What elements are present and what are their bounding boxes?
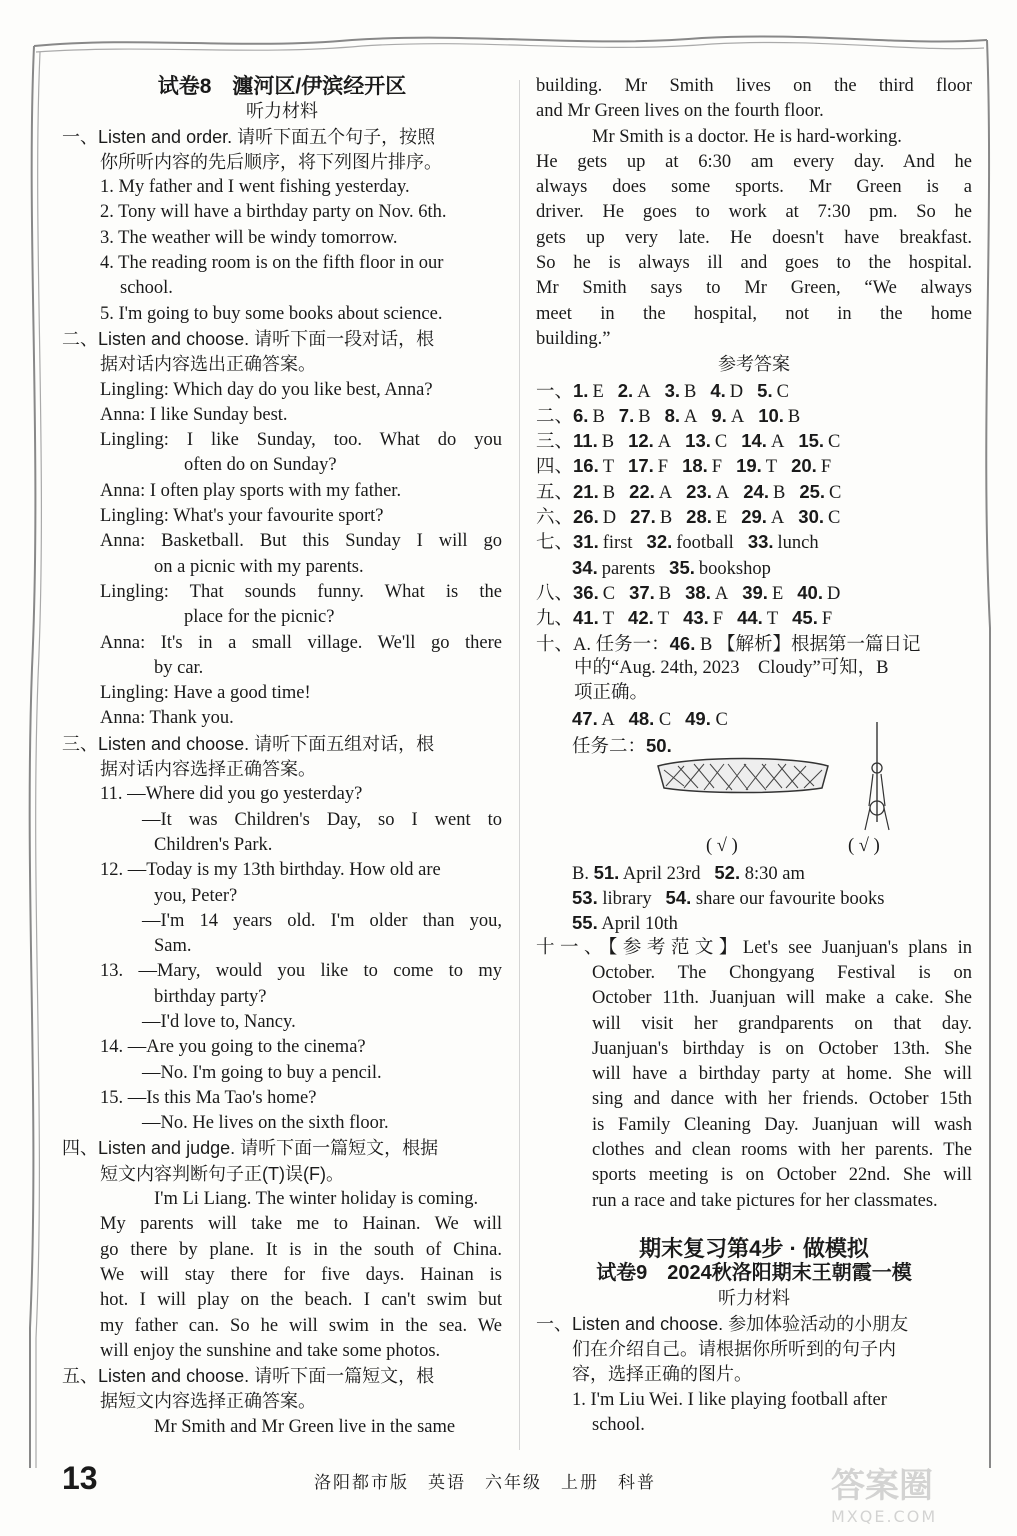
q53-number: 53.	[572, 887, 598, 909]
answer-row	[536, 605, 972, 630]
text-line: hot. I will play on the beach. I can't swim but	[100, 1290, 502, 1311]
question-number: 14.	[741, 430, 767, 452]
answer-value: D	[826, 583, 841, 604]
answer-value: C	[828, 508, 841, 529]
q54-answer: share our favourite books	[695, 889, 885, 910]
task2-label: 任务二：	[572, 736, 647, 757]
answer-value: C	[829, 482, 842, 503]
q49-number: 49.	[685, 708, 711, 730]
answer-value: A	[637, 381, 651, 402]
text-line: 5. I'm going to buy some books about science.	[100, 303, 443, 324]
exam9-q1-line3: 容，选择正确的图片。	[572, 1364, 752, 1385]
answer-value: F	[820, 457, 832, 478]
answer-row	[536, 479, 972, 504]
question-number: 41.	[573, 607, 599, 629]
answer-value: A	[658, 482, 673, 503]
answer-value: B	[659, 508, 673, 529]
question-number: 16.	[573, 455, 599, 477]
answer-value: T	[602, 457, 615, 478]
text-line: Mr Smith says to Mr Green, “We always	[536, 278, 972, 299]
question-number: 9.	[711, 404, 727, 426]
question-number: 45.	[792, 607, 818, 629]
text-line: birthday party?	[154, 986, 267, 1007]
text-line: Lingling: I like Sunday, too. What do you	[100, 430, 502, 451]
answer-value: B	[601, 432, 615, 453]
question-number: 7.	[618, 404, 635, 426]
text-line: always does some sports. Mr Green is a	[536, 177, 972, 198]
answer-value: A	[770, 508, 785, 529]
answer-value: C	[714, 432, 728, 453]
question-number: 26.	[573, 506, 599, 528]
text-line: Lingling: That sounds funny. What is the	[100, 581, 502, 602]
stadium-sketch-icon	[654, 752, 832, 796]
q53-answer: library	[602, 889, 652, 910]
text-line: often do on Sunday?	[184, 455, 337, 476]
q52-answer: 8:30 am	[744, 863, 805, 884]
column-divider	[519, 80, 520, 1450]
answer-key	[536, 378, 972, 631]
footer-book-info: 洛阳都市版 英语 六年级 上册 科普	[314, 1473, 656, 1492]
watermark-text: 答案圈	[831, 1466, 933, 1506]
text-line: 2. Tony will have a birthday party on Nov. 6th.	[100, 202, 447, 223]
answer-value: T	[602, 609, 615, 630]
q47-number: 47.	[572, 708, 598, 730]
question-number: 42.	[628, 607, 654, 629]
question-number: 12.	[628, 430, 654, 452]
text-line: 短文内容判断句子正(T)误(F)。	[100, 1163, 344, 1184]
text-line: place for the picnic?	[184, 607, 335, 628]
question-number: 28.	[686, 506, 712, 528]
answer-row	[536, 428, 972, 453]
section-number: 七、	[536, 533, 574, 554]
question-number: 8.	[664, 404, 681, 426]
essay-line: October. The Chongyang Festival is on	[592, 962, 972, 983]
text-line: 四、Listen and judge. 请听下面一篇短文，根据	[62, 1138, 439, 1159]
question-number: 29.	[741, 506, 767, 528]
question-number: 25.	[799, 480, 826, 502]
watermark-logo	[831, 1458, 1001, 1528]
tv-tower-sketch-icon	[862, 722, 892, 832]
text-line: So he is always ill and goes to the hospital.	[536, 253, 972, 274]
exam9-listening-heading: 听力材料	[718, 1288, 790, 1309]
text-line: 14. —Are you going to the cinema?	[100, 1037, 366, 1058]
question-number: 34.	[572, 556, 598, 578]
essay-line: will visit her grandparents on that day.	[592, 1013, 972, 1034]
answer-value: lunch	[777, 533, 819, 554]
text-line: I'm Li Liang. The winter holiday is coming.	[154, 1189, 479, 1210]
question-number: 19.	[736, 455, 762, 477]
answer-row	[536, 529, 972, 554]
question-number: 21.	[573, 480, 599, 502]
text-line: 听力材料	[246, 101, 318, 122]
question-number: 30.	[798, 506, 825, 528]
q48-answer: C	[658, 710, 672, 731]
question-number: 38.	[685, 581, 711, 603]
text-line: Lingling: What's your favourite sport?	[100, 506, 384, 527]
answer-row	[536, 453, 972, 478]
question-number: 39.	[742, 581, 768, 603]
part-b-label: B.	[572, 863, 589, 884]
answer-value: C	[776, 381, 789, 402]
text-line: 二、Listen and choose. 请听下面一段对话，根	[62, 328, 435, 349]
ten-analysis-line3: 项正确。	[574, 683, 649, 704]
text-line: gets up very late. He doesn't have breakfast.	[536, 227, 972, 248]
page-number: 13	[62, 1460, 98, 1496]
section-number: 三、	[536, 432, 574, 453]
text-line: will enjoy the sunshine and take some photos.	[100, 1340, 441, 1361]
answer-row	[536, 555, 972, 580]
essay-line: will have a birthday party at home. She will	[592, 1064, 972, 1085]
text-line: 试卷8 瀍河区/伊滨经开区	[157, 75, 407, 98]
text-line: 一、Listen and order. 请听下面五个句子，按照	[62, 126, 436, 147]
answer-value: T	[766, 609, 779, 630]
ten-prefix: 十、A. 任务一：	[536, 634, 670, 655]
q48-number: 48.	[628, 708, 655, 730]
text-line: —No. I'm going to buy a pencil.	[142, 1062, 382, 1083]
section-number: 一、	[536, 381, 574, 402]
text-line: on a picnic with my parents.	[154, 556, 364, 577]
answer-value: football	[676, 533, 734, 554]
q55-number: 55.	[572, 912, 598, 934]
answer-value: F	[821, 609, 833, 630]
question-number: 35.	[669, 556, 695, 578]
q54-number: 54.	[665, 887, 692, 909]
question-number: 36.	[573, 581, 599, 603]
text-line: Anna: It's in a small village. We'll go there	[100, 632, 502, 653]
question-number: 15.	[798, 430, 825, 452]
answer-value: bookshop	[698, 558, 771, 579]
answer-value: A	[657, 432, 672, 453]
text-line: 据短文内容选择正确答案。	[100, 1391, 316, 1412]
left-column	[62, 74, 502, 1440]
answer-value: parents	[601, 558, 656, 579]
text-line: 4. The reading room is on the fifth floor in our	[100, 253, 444, 274]
passage-continuation	[536, 74, 972, 378]
section-number: 九、	[536, 609, 574, 630]
question-number: 17.	[628, 455, 654, 477]
question-number: 1.	[573, 379, 589, 401]
text-line: 3. The weather will be windy tomorrow.	[100, 227, 398, 248]
answer-value: D	[729, 381, 744, 402]
answer-value: F	[711, 457, 723, 478]
text-line: 12. —Today is my 13th birthday. How old are	[100, 860, 441, 881]
text-line: 参考答案	[718, 354, 790, 375]
answer-value: B	[684, 381, 697, 402]
answer-row	[536, 504, 972, 529]
essay-line: run a race and take pictures for her classmates.	[592, 1190, 938, 1211]
text-line: He gets up at 6:30 am every day. And he	[536, 151, 972, 172]
text-line: —I'm 14 years old. I'm older than you,	[142, 910, 502, 931]
q52-number: 52.	[714, 861, 741, 883]
text-line: —No. He lives on the sixth floor.	[142, 1113, 389, 1134]
q51-answer: April 23rd	[622, 863, 701, 884]
exam9-q1-line1: 一、Listen and choose. 参加体验活动的小朋友	[536, 1313, 909, 1334]
section-number: 五、	[536, 482, 574, 503]
question-number: 24.	[743, 480, 769, 502]
answer-value: F	[712, 609, 724, 630]
text-line: Anna: I often play sports with my father.	[100, 480, 402, 501]
text-line: Lingling: Have a good time!	[100, 683, 311, 704]
answer-value: A	[684, 406, 698, 427]
text-line: Mr Smith and Mr Green live in the same	[154, 1416, 456, 1437]
ten-analysis-line2: 中的“Aug. 24th, 2023 Cloudy”可知，B	[574, 657, 889, 678]
question-number: 4.	[710, 379, 726, 401]
answer-value: D	[602, 508, 617, 529]
question-number: 43.	[683, 607, 709, 629]
text-line: Sam.	[154, 936, 192, 957]
section-ten	[536, 631, 972, 936]
text-line: 据对话内容选出正确答案。	[100, 354, 316, 375]
question-number: 31.	[573, 531, 599, 553]
answer-value: B	[638, 406, 651, 427]
q49-answer: C	[715, 710, 728, 731]
q50-number: 50.	[646, 734, 672, 756]
q46-number: 46.	[669, 632, 696, 654]
page-footer	[62, 1460, 962, 1500]
question-number: 27.	[630, 506, 656, 528]
q46-answer: B	[699, 634, 713, 655]
question-number: 11.	[573, 430, 598, 452]
text-line: 13. —Mary, would you like to come to my	[100, 961, 502, 982]
text-line: 15. —Is this Ma Tao's home?	[100, 1087, 317, 1108]
question-number: 23.	[686, 480, 712, 502]
essay-line: is Family Cleaning Day. Juanjuan will wash	[592, 1114, 972, 1135]
question-number: 20.	[791, 455, 817, 477]
answer-value: E	[715, 508, 728, 529]
text-line: Mr Smith is a doctor. He is hard-working.	[592, 126, 902, 147]
q47-answer: A	[601, 710, 615, 731]
section-number: 二、	[536, 406, 574, 427]
question-number: 44.	[737, 607, 763, 629]
text-line: building. Mr Smith lives on the third floor	[536, 76, 972, 96]
answer-value: B	[602, 482, 616, 503]
question-number: 32.	[646, 531, 673, 553]
answer-value: A	[730, 406, 745, 427]
text-line: Anna: Basketball. But this Sunday I will go	[100, 531, 502, 552]
text-line: Children's Park.	[154, 834, 273, 855]
question-number: 37.	[629, 581, 655, 603]
text-line: 五、Listen and choose. 请听下面一篇短文，根	[62, 1366, 435, 1387]
answer-value: C	[602, 583, 616, 604]
check-mark-2: ( √ )	[848, 835, 880, 856]
essay-line: clothes and clean rooms with her parents. The	[592, 1139, 972, 1160]
text-line: driver. He goes to work at 7:30 pm. So he	[536, 202, 972, 223]
essay-line: October 11th. Juanjuan will make a cake. She	[592, 988, 972, 1009]
q51-number: 51.	[593, 861, 620, 883]
q55-answer: April 10th	[601, 914, 678, 935]
answer-value: T	[765, 457, 778, 478]
answer-value: A	[714, 583, 729, 604]
watermark-url: MXQE.COM	[831, 1507, 938, 1526]
answer-value: F	[657, 457, 669, 478]
answer-value: C	[828, 432, 841, 453]
text-line: building.”	[536, 328, 611, 349]
text-line: Lingling: Which day do you like best, Anna?	[100, 379, 433, 400]
text-line: My parents will take me to Hainan. We will	[100, 1214, 502, 1235]
text-line: Anna: I like Sunday best.	[100, 404, 288, 425]
text-line: —It was Children's Day, so I went to	[142, 809, 502, 830]
question-number: 40.	[797, 581, 823, 603]
answer-row	[536, 580, 972, 605]
answer-value: B	[658, 583, 672, 604]
essay-line: sing and dance with her friends. October 15th	[592, 1089, 972, 1110]
text-line: Anna: Thank you.	[100, 708, 234, 729]
question-number: 13.	[685, 430, 711, 452]
text-line: and Mr Green lives on the fourth floor.	[536, 101, 824, 122]
question-number: 10.	[758, 404, 784, 426]
text-line: —I'd love to, Nancy.	[142, 1011, 296, 1032]
section-number: 四、	[536, 457, 574, 478]
answer-value: E	[592, 381, 604, 402]
question-number: 6.	[573, 404, 589, 426]
essay-line: Juanjuan's birthday is on October 13th. She	[592, 1038, 972, 1059]
section-eleven	[536, 936, 972, 1214]
review-step-title: 期末复习第4步 · 做模拟	[639, 1235, 869, 1261]
answer-row	[536, 378, 972, 403]
answer-value: A	[770, 432, 785, 453]
section-number: 六、	[536, 508, 574, 529]
question-number: 33.	[747, 531, 774, 553]
text-line: We will stay there for five days. Hainan is	[100, 1264, 502, 1285]
check-mark-1: ( √ )	[706, 835, 738, 856]
task2-pictures	[536, 732, 972, 860]
text-line: 你所听内容的先后顺序，将下列图片排序。	[100, 151, 442, 172]
ten-analysis: 【解析】根据第一篇日记	[716, 634, 921, 655]
answer-value: B	[592, 406, 605, 427]
text-line: 三、Listen and choose. 请听下面五组对话，根	[62, 733, 435, 754]
right-column	[536, 74, 972, 1438]
exam9-sentence1-line2: school.	[592, 1414, 645, 1435]
text-line: meet in the hospital, not in the home	[536, 303, 972, 324]
question-number: 5.	[757, 379, 773, 401]
exam9-q1-line2: 们在介绍自己。请根据你所听到的句子内	[572, 1339, 896, 1360]
text-line: you, Peter?	[154, 885, 238, 906]
essay-line: sports meeting is on October 22nd. She will	[592, 1165, 972, 1186]
text-line: my father can. So he will swim in the sea. We	[100, 1315, 502, 1336]
section-number: 八、	[536, 583, 574, 604]
question-number: 2.	[617, 379, 634, 401]
text-line: go there by plane. It is in the south of China.	[100, 1239, 502, 1260]
answer-value: B	[787, 406, 801, 427]
exam9-sentence1-line1: 1. I'm Liu Wei. I like playing football after	[572, 1389, 887, 1410]
answer-value: E	[771, 583, 784, 604]
answer-value: T	[657, 609, 670, 630]
essay-line: 十一、【参考范文】Let's see Juanjuan's plans in	[536, 937, 972, 958]
exam9-title: 试卷9 2024秋洛阳期末王朝霞一模	[596, 1262, 912, 1285]
question-number: 3.	[664, 379, 681, 401]
answer-value: A	[715, 482, 730, 503]
text-line: 1. My father and I went fishing yesterday.	[100, 177, 410, 198]
text-line: school.	[120, 278, 173, 299]
answer-value: first	[602, 533, 633, 554]
question-number: 22.	[629, 480, 655, 502]
question-number: 18.	[682, 455, 708, 477]
text-line: by car.	[154, 657, 204, 678]
answer-row	[536, 403, 972, 428]
answer-value: B	[772, 482, 786, 503]
text-line: 11. —Where did you go yesterday?	[100, 784, 363, 805]
text-line: 据对话内容选择正确答案。	[100, 759, 316, 780]
